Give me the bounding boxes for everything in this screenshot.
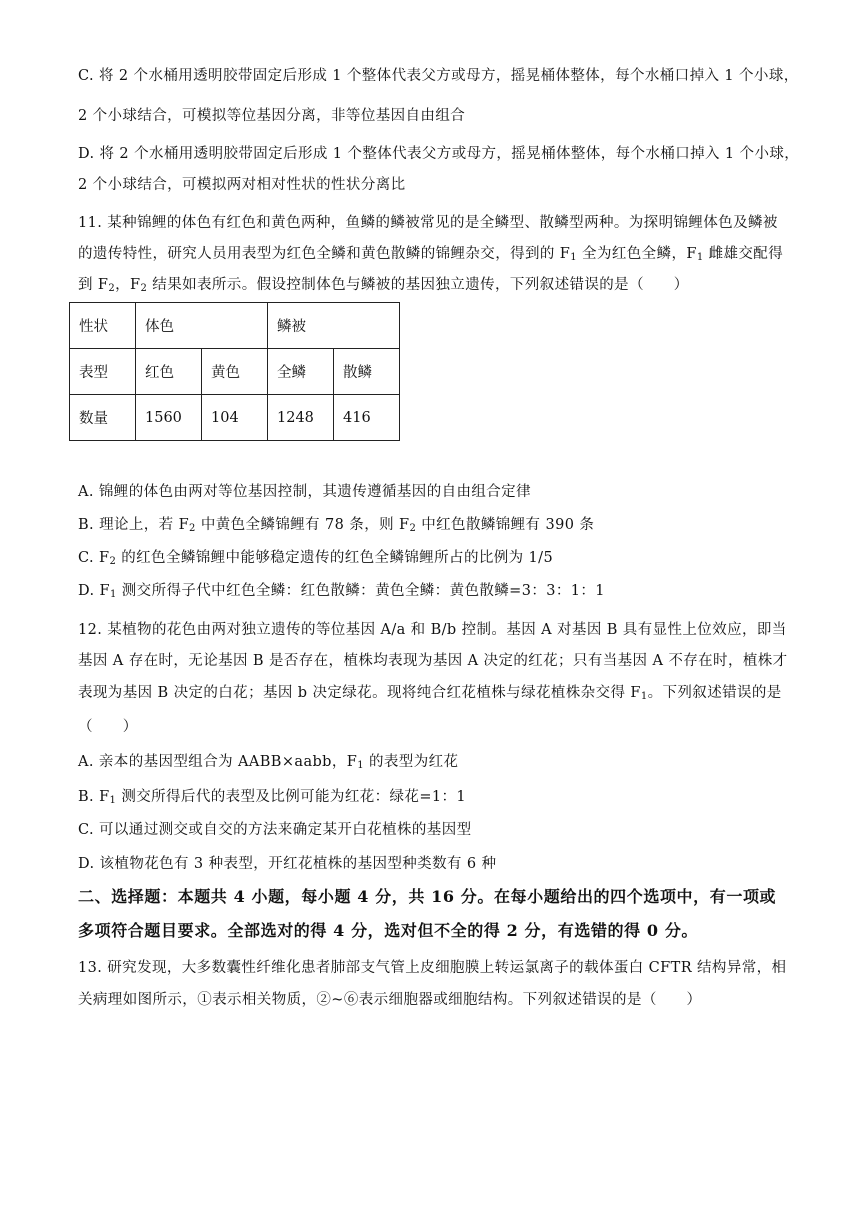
q11-option-d: D. $F_1$ 测交所得子代中红色全鳞：红色散鳞：黄色全鳞：黄色散鳞=3：3：1：1 — [78, 583, 605, 600]
table-row — [70, 303, 400, 349]
table-cell: 1560 — [136, 395, 202, 441]
table-cell: 黄色 — [202, 349, 268, 395]
q11-option-a: A. 锦鲤的体色由两对等位基因控制，其遗传遵循基因的自由组合定律 — [78, 484, 531, 500]
q12-option-c: C. 可以通过测交或自交的方法来确定某开白花植株的基因型 — [78, 822, 472, 838]
table-row — [70, 349, 400, 395]
q12-option-a: A. 亲本的基因型组合为 AABB×aabb，$F_1$ 的表型为红花 — [78, 754, 459, 771]
q10-option-c-line2: 2 个小球结合，可模拟等位基因分离，非等位基因自由组合 — [78, 108, 466, 124]
table-cell: 1248 — [268, 395, 334, 441]
q12-option-d: D. 该植物花色有 3 种表型，开红花植株的基因型种类数有 6 种 — [78, 856, 497, 872]
q11-stem-line1: 11. 某种锦鲤的体色有红色和黄色两种，鱼鳞的鳞被常见的是全鳞型、散鳞型两种。为探明锦鲤体色及鳞被 — [78, 215, 778, 231]
table-cell: 红色 — [136, 349, 202, 395]
q12-stem-line1: 12. 某植物的花色由两对独立遗传的等位基因 A/a 和 B/b 控制。基因 A 对基因 B 具有显性上位效应，即当 — [78, 622, 787, 638]
q11-stem-line3: 到 $F_2$，$F_2$ 结果如表所示。假设控制体色与鳞被的基因独立遗传，下列叙述错误的是（ ） — [78, 277, 689, 294]
table-cell: 散鳞 — [334, 349, 400, 395]
q13-stem-line1: 13. 研究发现，大多数囊性纤维化患者肺部支气管上皮细胞膜上转运氯离子的载体蛋白 CFTR 结构异常，相 — [78, 960, 787, 976]
table-cell: 体色 — [136, 303, 268, 349]
q10-option-d-line1: D. 将 2 个水桶用透明胶带固定后形成 1 个整体代表父方或母方，摇晃桶体整体，每个水桶口掉入 1 个小球， — [78, 146, 800, 162]
q12-stem-line4: （ ） — [78, 719, 138, 735]
q11-data-table — [69, 302, 400, 441]
q12-stem-line2: 基因 A 存在时，无论基因 B 是否存在，植株均表现为基因 A 决定的红花；只有当基因 A 不存在时，植株才 — [78, 653, 788, 669]
table-cell: 416 — [334, 395, 400, 441]
table-row — [70, 395, 400, 441]
q13-stem-line2: 关病理如图所示，①表示相关物质，②~⑥表示细胞器或细胞结构。下列叙述错误的是（ ） — [78, 992, 702, 1008]
table-cell: 104 — [202, 395, 268, 441]
table-cell: 鳞被 — [268, 303, 400, 349]
q10-option-c-line1: C. 将 2 个水桶用透明胶带固定后形成 1 个整体代表父方或母方，摇晃桶体整体，每个水桶口掉入 1 个小球， — [78, 68, 799, 84]
q11-option-c: C. $F_2$ 的红色全鳞锦鲤中能够稳定遗传的红色全鳞锦鲤所占的比例为 1/5 — [78, 550, 554, 567]
q11-option-b: B. 理论上，若 $F_2$ 中黄色全鳞锦鲤有 78 条，则 $F_2$ 中红色散鳞锦鲤有 390 条 — [78, 517, 595, 534]
table-cell: 性状 — [70, 303, 136, 349]
q10-option-d-line2: 2 个小球结合，可模拟两对相对性状的性状分离比 — [78, 177, 406, 193]
section-2-heading-line1: 二、选择题：本题共 4 小题，每小题 4 分，共 16 分。在每小题给出的四个选项中，有一项或 — [78, 887, 777, 906]
q11-stem-line2: 的遗传特性，研究人员用表型为红色全鳞和黄色散鳞的锦鲤杂交，得到的 $F_1$ 全为红色全鳞，$F_1$ 雌雄交配得 — [78, 246, 784, 263]
q12-stem-line3: 表现为基因 B 决定的白花；基因 b 决定绿花。现将纯合红花植株与绿花植株杂交得 $F_1$。下列叙述错误的是 — [78, 685, 782, 702]
table-cell: 全鳞 — [268, 349, 334, 395]
table-cell: 表型 — [70, 349, 136, 395]
q12-option-b: B. $F_1$ 测交所得后代的表型及比例可能为红花：绿花=1：1 — [78, 789, 467, 806]
section-2-heading-line2: 多项符合题目要求。全部选对的得 4 分，选对但不全的得 2 分，有选错的得 0 分。 — [78, 921, 699, 940]
table-cell: 数量 — [70, 395, 136, 441]
